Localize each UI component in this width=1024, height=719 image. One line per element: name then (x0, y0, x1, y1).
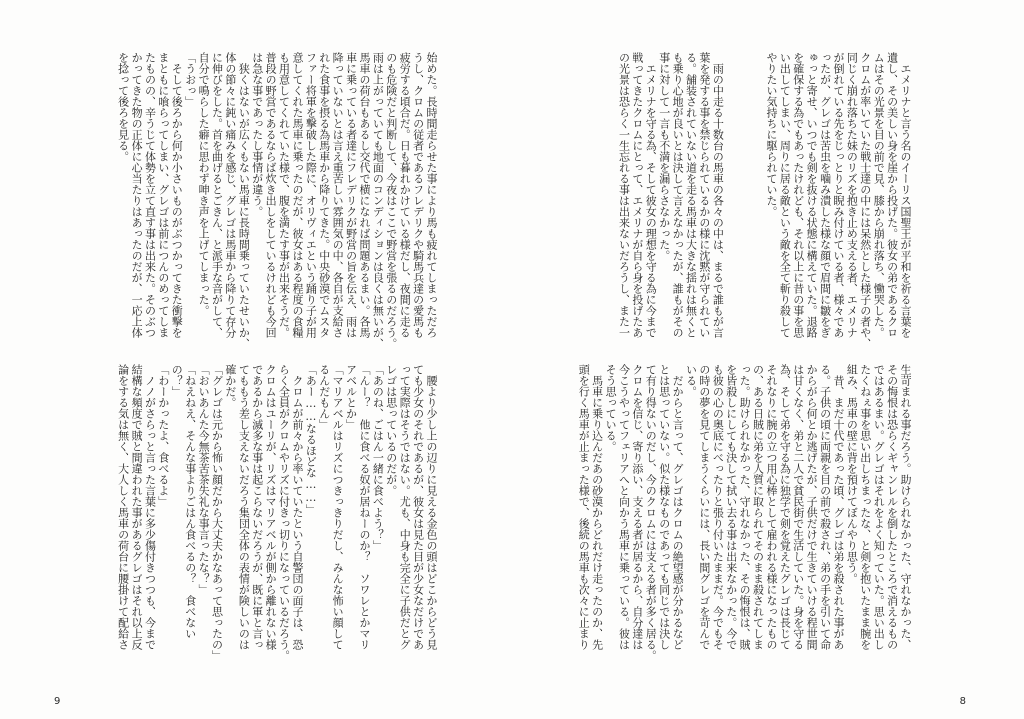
text-line: 車に乗っている者達にフレデリクが野営の旨を伝え、雨は (344, 52, 358, 338)
text-line: いる。 (684, 364, 698, 397)
text-line: まともに喰らってしまい、グレゴは前につんのめってしま (156, 52, 170, 338)
page8-lower-text-block (577, 364, 912, 664)
text-line: 疲労する頃合だ。日も暮れかけている様だし、夜間に走る (398, 52, 412, 338)
text-line: 遺し、その美しい身を崖から投げた。彼女の弟であるクロ (885, 52, 899, 338)
text-line: 今こうやってフェリアへと向かう馬車に乗っている。彼は (617, 364, 631, 650)
text-line: 腰より少し上の辺りに見える金色の頭はどこからどう見 (425, 364, 438, 650)
text-line: 「グレゴは元から怖い顔だから大丈夫かなあって思ったの」 (210, 364, 224, 661)
text-line (724, 52, 737, 352)
text-line: だからと言って、グレゴはクロムの絶望感が分かるなど (671, 364, 685, 650)
text-line: の、ある日賊に弟を人質に取られてそのまま殺されてしま (751, 364, 765, 650)
text-line: も彼の心の奥底にべったりと張り付いたままだ。今でもそ (711, 364, 725, 650)
text-line: を捻って後ろを見る。 (116, 52, 130, 162)
page9-lower-text-block (116, 364, 438, 664)
text-line: ムはその光景を目の前で見、膝から崩れ落ち、慟哭した。 (872, 52, 886, 338)
text-line: 同じく崩れ落ちた妹のリズを抱き止め支える者、エメリナ (845, 52, 859, 338)
text-line: クロムが前々から率いていたという自警団の面子は、恐 (290, 364, 304, 650)
text-line: 「あのね、ごはん一緒に食べよう？」 (371, 364, 385, 551)
text-line: 為、そして弟を守る為に独学で剣を覚えたグレゴは長じて (778, 364, 792, 650)
text-line: それなりに腕の立つ用心棒として雇われる様になったもの (764, 364, 778, 650)
text-line: の？」 (170, 364, 184, 397)
text-line: 組み、馬車の壁に背を預けてぼんやり思う。 (845, 364, 859, 584)
page-8 (512, 0, 1024, 719)
text-line: エメリナを守る為、そして彼女の理想を守る為に今まで (644, 52, 658, 338)
text-line: 馬車の荷台もあるし交代で横になれば問題あるまい。各馬 (357, 52, 371, 338)
text-line: ファー将軍を撃破した際に、オリヴィエという踊り子が用 (304, 52, 318, 338)
text-line: ではあるまい。グレゴはそれをよく知っていた。思い出し (872, 364, 886, 650)
text-line: 体の節々に鈍い痛みを感じ、グレゴは馬車から降りて存分 (223, 52, 237, 338)
text-line: やりたい気持ちに駆られていた。 (764, 52, 778, 217)
text-line: たものの、辛うじて体勢を立て直す事は出来た。そのぶつ (143, 52, 157, 338)
text-line: て有り得ないのだし、今のクロムには支える者が多く居る。 (644, 364, 658, 661)
text-line: 普段の野営であるならば炊き出しをしているけれども今回 (264, 52, 278, 338)
text-line: 確かだ。 (223, 364, 237, 408)
text-line: は急な事であったし事情が違う。 (250, 52, 264, 217)
text-line: その悔恨は恐らくギャンレルを倒したところで消えるもの (885, 364, 899, 650)
text-line: ノノがさらっと言った言葉に多少傷付きつつも、今まで (143, 364, 157, 650)
text-line: は甘くなく、弟と二人で貧民街で生活していた。身を守る (791, 364, 805, 650)
text-line: うし、クロムの従者であるフレデリクや騎馬兵達の愛馬も (411, 52, 425, 338)
text-line: 事に対して一言も不満を漏らさなかった。 (657, 52, 671, 261)
text-line (751, 52, 764, 352)
text-line: い出してしまい、周りに居る敵という敵を全て斬り殺して (778, 52, 792, 338)
text-line: そして後ろから何か小さいものがぶつかってきた衝撃を (170, 52, 184, 338)
text-line: の光景は恐らく一生忘れる事は出来ないだろうし、また一 (617, 52, 631, 338)
text-line: る。舗装されていない道を走る馬車は大きな揺れは無くと (684, 52, 698, 338)
text-line: アベルとか」 (344, 364, 358, 430)
text-line (738, 52, 751, 352)
text-line: 「うおっ」 (183, 52, 197, 107)
text-line: 葉を発する事を禁じられているかの様に沈黙が守られてい (697, 52, 711, 338)
text-line: 降っていないとは言え重苦しい雰囲気の中、各自が支給さ (331, 52, 345, 338)
text-line: るんだもん」 (317, 364, 331, 430)
text-line: エメリナと言う名のイーリス国聖王が平和を祈る言葉を (899, 52, 912, 338)
text-line: のも危険だと判断して、今夜はここで野営を張るのだろう。 (384, 52, 398, 349)
text-line: 論をする気は無く、大人しく馬車の荷台に腰掛けて配給さ (116, 364, 130, 650)
text-line: 「おいあんた今無茶苦茶失礼な事言ったな？」 (197, 364, 211, 595)
text-line: クロムを信じ、寄り添い、支える者が居るから、自分達は (630, 364, 644, 650)
text-line: れた食事を摂る為馬車から降りてきた。中央砂漠でムスタ (317, 52, 331, 338)
text-line: たくねぇ事を思い出しちまったな、と剣を抱いたまま腕を (858, 364, 872, 650)
text-line: ゅっと寄せ、いつでも剣を抜ける状態に構えていた。退路 (805, 52, 819, 338)
text-line: 狭くはないが広くもない馬車に長時間乗っていたせいか、 (237, 52, 251, 349)
text-line: 「わーかったよ、食べるよ」 (156, 364, 170, 507)
text-line: らく全員がクロムやリズに付きっ切りになっているだろう。 (277, 364, 291, 661)
text-line: とは思っていない。似た様なものであっても同じでは決し (657, 364, 671, 650)
text-line: クロムが率いていた戦士達の中には呆然とした様子の者や、 (858, 52, 872, 349)
text-line: 雨の中走る十数台の馬車の各々の中は、まるで誰もが言 (711, 52, 725, 338)
text-line: る。子供の頃に両親を目の前で殺され、弟の手を引いて命 (818, 364, 832, 650)
text-line: ったが、グレゴは苦虫を噛み潰した様な顔で眉間に皺をぎ (818, 52, 832, 338)
text-line: った。助けられなかった、守れなかった、その悔恨は、賊 (738, 364, 752, 650)
text-line: 生苛まれる事だろう。助けられなかった、守れなかった、 (899, 364, 912, 650)
page8-upper-text-block (617, 52, 912, 352)
text-line: も乗り心地が良いとは決して言えなかったが、誰もがその (671, 52, 685, 338)
text-line: に伸びをした。首を曲げるとごきん、と派手な音がして、 (210, 52, 224, 338)
text-line: 「あー……なるほどな……」 (304, 364, 318, 515)
text-line: を皆殺しにしても決して拭い去る事は出来なかった。今で (724, 364, 738, 650)
text-line: 戦ってきたクロムにとって、エメリナが自ら身を投げたあ (630, 52, 644, 338)
text-line: も用意してくれていた様で、腹を満たす事が出来そうだ。 (277, 52, 291, 338)
text-line: を確保する為でもあったけれども、それ以上に昔の事を思 (791, 52, 805, 338)
page-number-left: 9 (54, 696, 61, 707)
text-line: クロムはユーリが、リズはマリアベルが側から離れない様 (264, 364, 278, 650)
text-line: 雨は上がっていても地面のコンディションは良くは無いが、 (371, 52, 385, 349)
text-line: ても少女のそれであるが、彼女は見た目が少女なだけであ (411, 364, 425, 650)
text-line: からがら何とか逃げたが、子供だけで生きていける程世間 (805, 364, 819, 650)
text-line: そう思っている。 (604, 364, 618, 452)
text-line: 意してくれた馬車に乗ったのだが、彼女はある程度の食糧 (290, 52, 304, 338)
text-line: が倒れている先をじっとりと睨み付けている者、様々であ (831, 52, 845, 338)
text-line: 結構な頻度で賊と間違われた事があるグレゴはそれ以上反 (130, 364, 144, 650)
page-number-right: 8 (959, 696, 966, 707)
text-line: レゴは思っているのだが。 (384, 364, 398, 496)
text-line: 自分で鳴らした癖に思わず呻き声を上げてしまった。 (197, 52, 211, 316)
text-line: 始めた。長時間走らせた事により馬も疲れてしまっただろ (425, 52, 438, 338)
text-line: てももう差し支えないだろう集団全体の表情が険しいのは (237, 364, 251, 650)
text-line: の時の夢を見てしまうくらいには、長い間グレゴを苛んで (697, 364, 711, 650)
text-line: 「ねえねえ、そんな事よりごはん食べるの？ 食べない (183, 364, 197, 639)
text-line: 「マリアベルはリズにつきっきりだし、みんな怖い顔して (331, 364, 345, 650)
text-line: って実際はそうではない。尤も、中身も完全に子供だとグ (398, 364, 412, 650)
text-line: 昔、まだ十代であった頃、グレゴは弟を殺された事があ (831, 364, 845, 650)
text-line: であるから滅多な事は起こらないだろうが、既に軍と言っ (250, 364, 264, 650)
text-line: かってきた物の正体に心当たりはあったのだが、一応上体 (130, 52, 144, 338)
text-line: 頭を行く馬車が止まった様で、後続の馬車も次々に止まり (577, 364, 591, 650)
text-line: 「んー？ 他に食べる奴が居ねーのか？ ソワレとかマリ (357, 364, 371, 650)
page9-upper-text-block (116, 52, 438, 352)
text-line: 馬車に乗り込んだあの砂漠からどれだけ走ったのか、先 (590, 364, 604, 650)
